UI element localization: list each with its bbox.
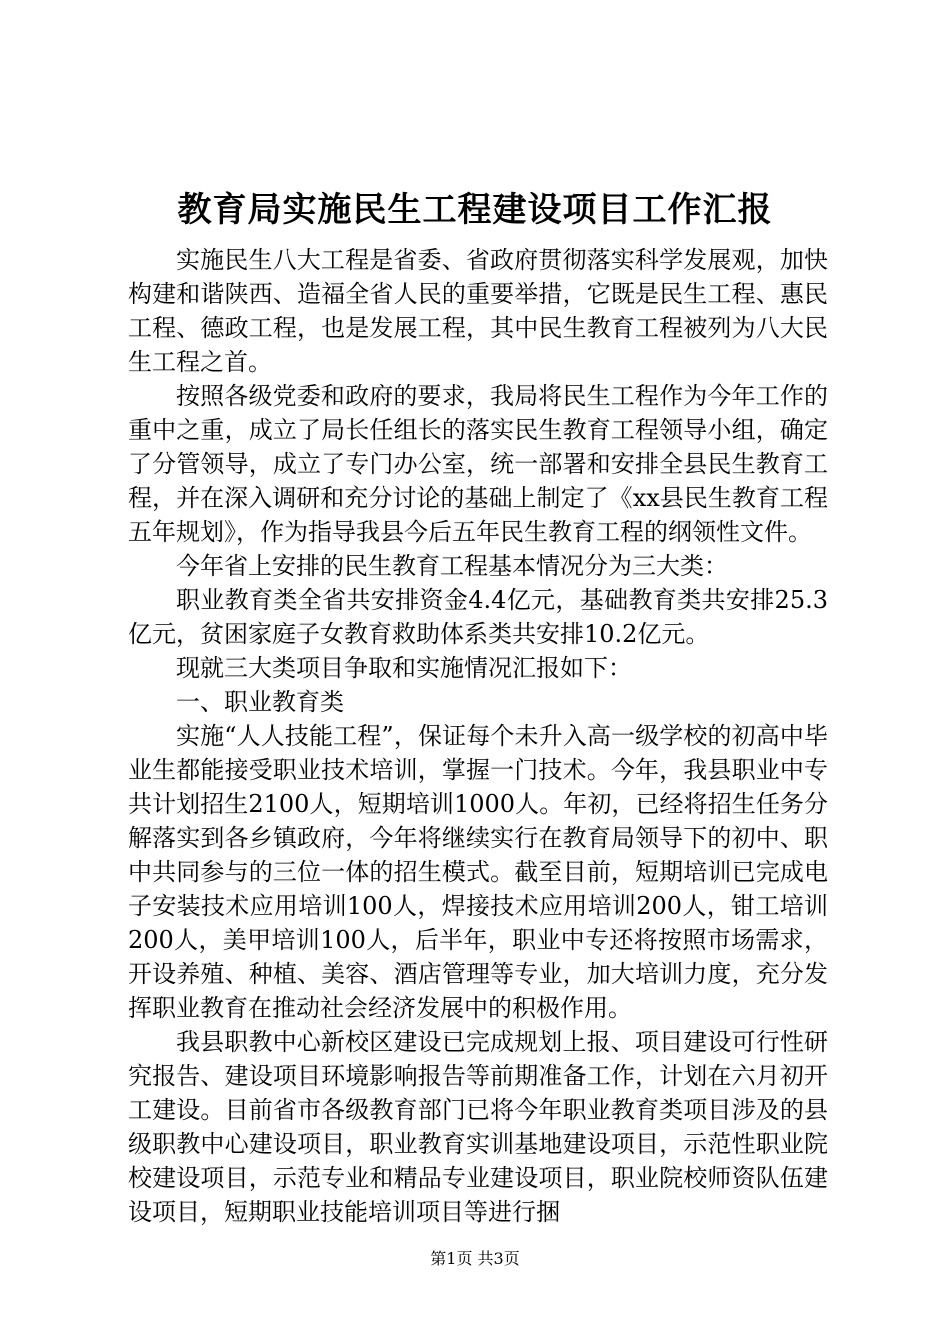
paragraph-intro: 实施民生八大工程是省委、省政府贯彻落实科学发展观，加快构建和谐陕西、造福全省人民的重要举措，它既是民生工程、惠民工程、德政工程，也是发展工程，其中民生教育工程被列为八大民生工程之首。: [128, 246, 828, 376]
paragraph-report-intro: 现就三大类项目争取和实施情况汇报如下：: [176, 654, 632, 682]
page-footer: [0, 1248, 950, 1270]
paragraph-funding: 职业教育类全省共安排资金4.4亿元，基础教育类共安排25.3亿元，贫困家庭子女教育救助体系类共安排10.2亿元。: [128, 586, 828, 648]
document-body: [128, 243, 828, 1229]
paragraph-campus-construction: 我县职教中心新校区建设已完成规划上报、项目建设可行性研究报告、建设项目环境影响报告等前期准备工作，计划在六月初开工建设。目前省市各级教育部门已将今年职业教育类项目涉及的县级职教中心建设项目，职业教育实训基地建设项目，示范性职业院校建设项目，示范专业和精品专业建设项目，职业院校师资队伍建设项目，短期职业技能培训项目等进行捆: [128, 1028, 828, 1226]
section-heading-vocational: 一、职业教育类: [176, 688, 344, 716]
document-title: 教育局实施民生工程建设项目工作汇报: [177, 190, 773, 230]
paragraph-leadership: 按照各级党委和政府的要求，我局将民生工程作为今年工作的重中之重，成立了局长任组长的落实民生教育工程领导小组，确定了分管领导，成立了专门办公室，统一部署和安排全县民生教育工程，并在深入调研和充分讨论的基础上制定了《xx县民生教育工程五年规划》，作为指导我县今后五年民生教育工程的纲领性文件。: [128, 382, 828, 546]
paragraph-skills-program: 实施“人人技能工程”，保证每个未升入高一级学校的初高中毕业生都能接受职业技术培训，掌握一门技术。今年，我县职业中专共计划招生2100人，短期培训1000人。年初，已经将招生任务分解落实到各乡镇政府，今年将继续实行在教育局领导下的初中、职中共同参与的三位一体的招生模式。截至目前，短期培训已完成电子安装技术应用培训100人，焊接技术应用培训200人，钳工培训200人，美甲培训100人，后半年，职业中专还将按照市场需求，开设养殖、种植、美容、酒店管理等专业，加大培训力度，充分发挥职业教育在推动社会经济发展中的积极作用。: [128, 722, 828, 1022]
paragraph-categories: 今年省上安排的民生教育工程基本情况分为三大类：: [176, 552, 728, 580]
page-number: 第1页 共3页: [430, 1249, 520, 1268]
